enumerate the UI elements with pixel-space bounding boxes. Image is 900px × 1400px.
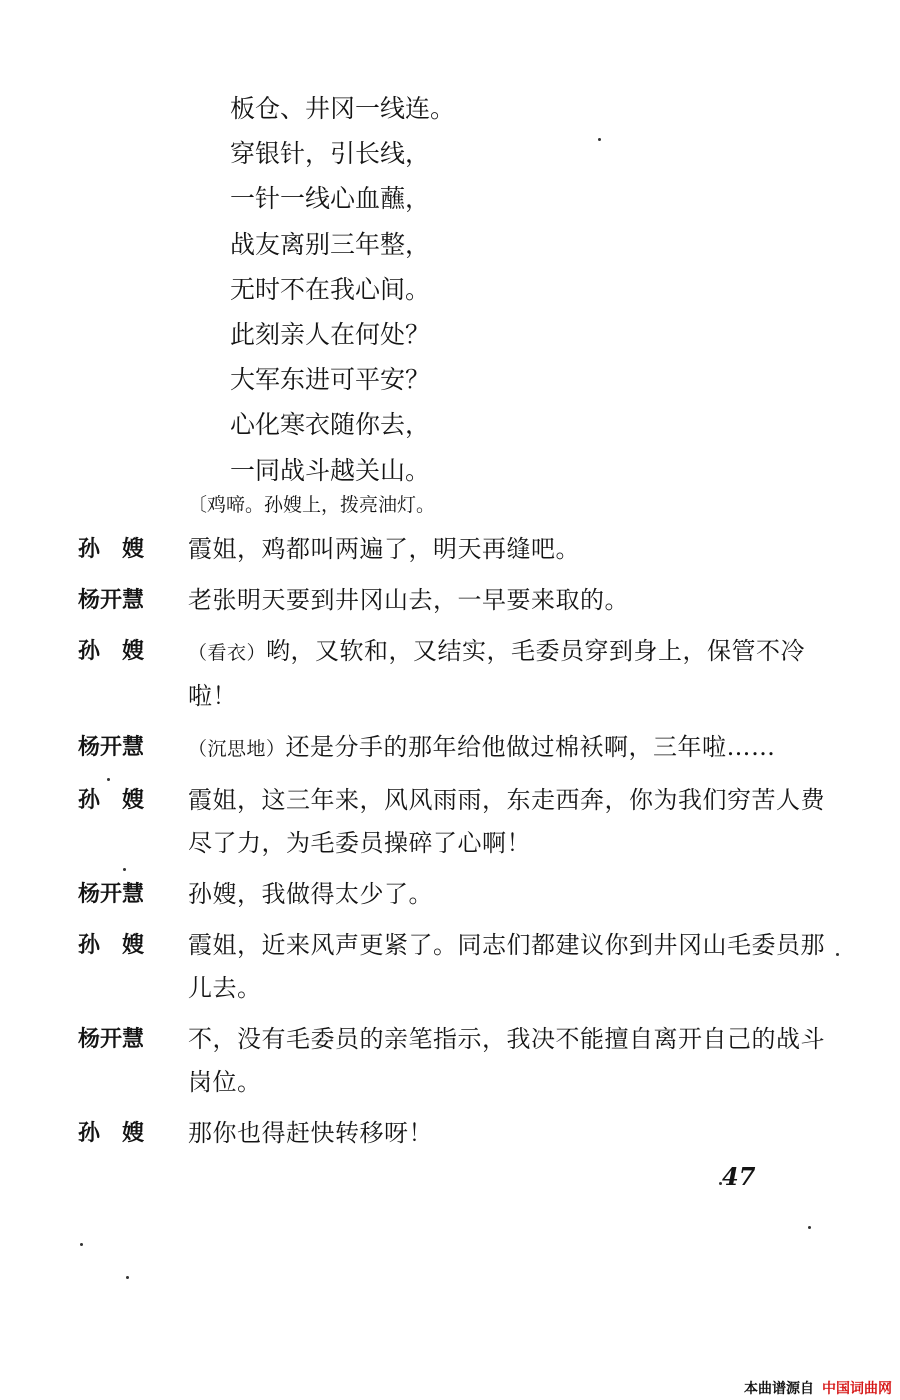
lyric-line: 心化寒衣随你去， (230, 410, 431, 440)
watermark-prefix: 本曲谱源自 (744, 1381, 814, 1397)
lyric-line: 穿银针，引长线， (230, 139, 431, 169)
dialogue-turn (78, 726, 838, 771)
scan-speck (598, 138, 601, 141)
scan-speck (123, 868, 126, 871)
speaker-name: 杨开慧 (78, 588, 145, 613)
dialogue-turn (78, 873, 838, 916)
speech-line: 那你也得赶快转移呀！ (188, 1119, 433, 1147)
lyric-line: 战友离别三年整， (230, 229, 431, 259)
speech-text (188, 579, 838, 622)
dialogue-turn (78, 924, 838, 1010)
speaker-name: 杨开慧 (78, 882, 145, 907)
dialogue-turn (78, 1018, 838, 1104)
source-watermark (744, 1378, 892, 1398)
speech-line: 哟，又软和，又结实，毛委员穿到身上，保管不冷啦！ (188, 637, 806, 710)
lyric-line: 大军东进可平安？ (230, 365, 431, 395)
speech-text (188, 1112, 838, 1155)
scan-speck (836, 953, 839, 956)
speech-text (188, 630, 838, 718)
dialogue-turn (78, 579, 838, 622)
speaker-name: 孙 嫂 (78, 1121, 145, 1146)
watermark-site: 中国词曲网 (822, 1381, 892, 1397)
lyric-line: 无时不在我心间。 (230, 274, 431, 304)
speech-line: 不，没有毛委员的亲笔指示，我决不能擅自离开自己的战斗岗位。 (188, 1025, 825, 1096)
page-number: 47 (722, 1162, 756, 1191)
acting-direction: （看衣） (188, 642, 267, 664)
speech-text (188, 924, 838, 1010)
scan-speck (80, 1243, 83, 1246)
speech-line: 霞姐，近来风声更紧了。同志们都建议你到井冈山毛委员那儿去。 (188, 931, 825, 1002)
dialogue-turn (78, 1112, 838, 1155)
lyric-line: 板仓、井冈一线连。 (230, 94, 456, 123)
speaker-name: 孙 嫂 (78, 788, 145, 813)
scan-speck (808, 1226, 811, 1229)
scan-speck (126, 1276, 129, 1279)
speaker-name: 孙 嫂 (78, 537, 145, 562)
dialogue-block (78, 528, 838, 1163)
dialogue-turn (78, 528, 838, 571)
lyric-line: 此刻亲人在何处？ (230, 319, 431, 349)
speech-line: 还是分手的那年给他做过棉袄啊，三年啦…… (285, 733, 776, 761)
scan-speck (719, 1182, 722, 1185)
speaker-name: 杨开慧 (78, 735, 145, 760)
song-lyrics (230, 86, 590, 493)
dialogue-turn (78, 779, 838, 865)
speech-text (188, 779, 838, 865)
stage-direction: 〔鸡啼。孙嫂上，拨亮油灯。 (188, 494, 436, 516)
speech-text (188, 1018, 838, 1104)
lyric-line: 一同战斗越关山。 (230, 455, 431, 485)
speech-line: 老张明天要到井冈山去，一早要来取的。 (188, 586, 629, 614)
speech-text (188, 873, 838, 916)
speech-line: 霞姐，这三年来，风风雨雨，东走西奔，你为我们穷苦人费尽了力，为毛委员操碎了心啊！ (188, 786, 825, 857)
dialogue-turn (78, 630, 838, 718)
scan-speck (107, 778, 110, 781)
lyric-line: 一针一线心血蘸， (230, 184, 431, 214)
speaker-name: 杨开慧 (78, 1027, 145, 1052)
speech-line: 霞姐，鸡都叫两遍了，明天再缝吧。 (188, 535, 580, 563)
acting-direction: （沉思地） (188, 738, 286, 760)
speech-line: 孙嫂，我做得太少了。 (188, 880, 433, 908)
speaker-name: 孙 嫂 (78, 639, 145, 664)
speech-text (188, 528, 838, 571)
speaker-name: 孙 嫂 (78, 933, 145, 958)
speech-text (188, 726, 838, 771)
